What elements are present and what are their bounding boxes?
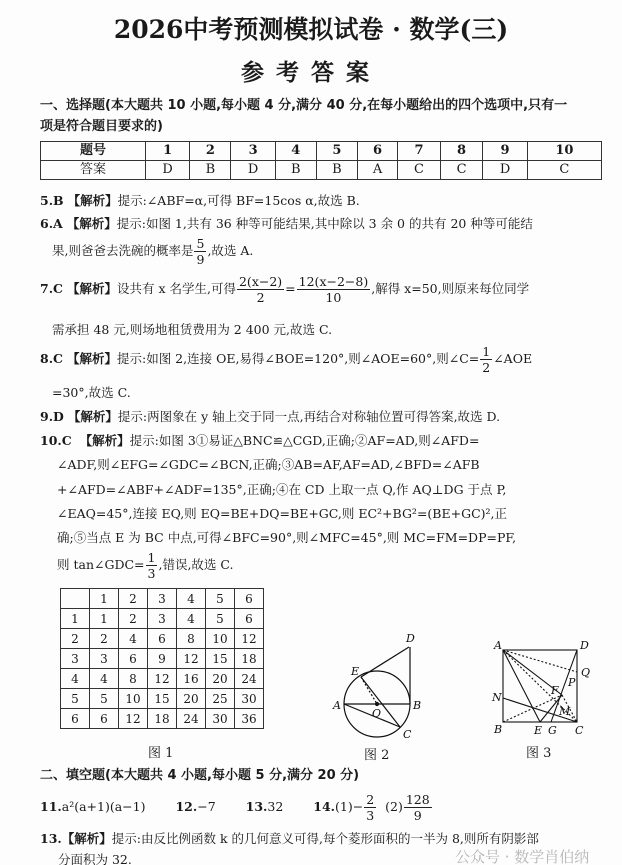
numerator: 2	[366, 792, 375, 807]
figure2-caption: 图 2	[364, 748, 390, 763]
table-cell: 9	[148, 649, 177, 669]
table-cell: 25	[206, 689, 235, 709]
q-text: ∠AOE	[493, 351, 533, 366]
label-b: B	[494, 723, 503, 736]
table-cell: 8	[119, 669, 148, 689]
q-text: 提示:由反比例函数 k 的几何意义可得,每个菱形面积的一半为 8,则所有阴影部	[111, 831, 539, 846]
table-cell: 4	[177, 589, 206, 609]
watermark: 公众号 · 数学肖伯纳	[455, 848, 590, 865]
denominator: 9	[196, 252, 205, 267]
q-num: 8.C	[40, 351, 63, 366]
q10-line4: ∠EAQ=45°,连接 EQ,则 EQ=BE+DQ=BE+GC,则 EC²+BG²=(BE+GC)²,正	[57, 506, 507, 521]
q-text: ,解得 x=50,则原来每位同学	[371, 281, 530, 296]
figure1-caption: 图 1	[148, 746, 174, 761]
label-m: M	[559, 705, 571, 718]
table-cell: 20	[177, 689, 206, 709]
answer-12: −7	[197, 799, 216, 814]
table-cell: 10	[206, 629, 235, 649]
answer-13: 32	[267, 799, 284, 814]
answer-cell: C	[398, 161, 441, 180]
question-number: 5	[316, 142, 357, 161]
figure2	[344, 647, 410, 737]
segment-oe	[361, 677, 377, 704]
table-cell: 2	[90, 629, 119, 649]
q-text: 提示:两图象在 y 轴上交于同一点,再结合对称轴位置可得答案,故选 D.	[117, 409, 501, 424]
table-cell: 6	[235, 589, 264, 609]
numerator: 1	[482, 344, 491, 359]
q10-line5: 确;⑤当点 E 为 BC 中点,可得∠BFC=90°,则∠MFC=45°,则 MC=FM=DP=PF,	[57, 530, 517, 545]
center-point	[376, 703, 379, 706]
denominator: 2	[256, 290, 265, 305]
question-number: 4	[275, 142, 316, 161]
table-cell: 10	[119, 689, 148, 709]
table-cell: 6	[119, 649, 148, 669]
table-cell: 12	[235, 629, 264, 649]
answer-cell: C	[440, 161, 483, 180]
table-cell: 4	[177, 609, 206, 629]
answer-cell: D	[145, 161, 189, 180]
denominator: 10	[325, 290, 342, 305]
table-cell: 2	[119, 609, 148, 629]
table-cell: 12	[177, 649, 206, 669]
table-cell: 1	[90, 609, 119, 629]
analysis-tag: 【解析】	[66, 351, 117, 366]
q-text: 提示:∠ABF=α,可得 BF=15cos α,故选 B.	[117, 193, 360, 208]
table-cell: 30	[235, 689, 264, 709]
table-cell: 12	[119, 709, 148, 729]
fraction	[404, 792, 432, 823]
label-a: A	[333, 699, 341, 712]
table-cell: 5	[206, 589, 235, 609]
q13-analysis	[40, 829, 539, 847]
question-number: 1	[145, 142, 189, 161]
figure3-caption: 图 3	[526, 746, 552, 761]
table-cell: 8	[177, 629, 206, 649]
equals: =	[285, 281, 296, 296]
table-cell: 3	[90, 649, 119, 669]
answer-cell: C	[527, 161, 601, 180]
section1-heading-cont: 项是符合题目要求的)	[40, 119, 163, 134]
table-cell: 15	[206, 649, 235, 669]
fraction	[364, 792, 376, 823]
q-text: ,错误,故选 C.	[158, 557, 234, 572]
label-b: B	[413, 699, 422, 712]
table-cell: 2	[119, 589, 148, 609]
row-label: 题号	[41, 142, 146, 161]
label-c: C	[403, 728, 412, 741]
numerator: 128	[405, 792, 430, 807]
table-cell: 4	[119, 629, 148, 649]
table-cell: 24	[177, 709, 206, 729]
denominator: 3	[147, 566, 156, 581]
table-cell: 3	[148, 609, 177, 629]
question-number: 9	[483, 142, 527, 161]
table-cell: 4	[90, 669, 119, 689]
section2-heading: 二、填空题(本大题共 4 小题,每小题 5 分,满分 20 分)	[40, 768, 360, 783]
table-cell: 36	[235, 709, 264, 729]
answer-11: a²(a+1)(a−1)	[61, 799, 146, 814]
q-text: 提示:如图 1,共有 36 种等可能结果,其中除以 3 余 0 的共有 20 种等可能结	[116, 216, 533, 231]
denominator: 2	[482, 360, 491, 375]
table-cell: 4	[61, 669, 90, 689]
table-cell: 5	[206, 609, 235, 629]
question-number: 8	[440, 142, 483, 161]
analysis-tag: 【解析】	[67, 409, 118, 424]
analysis-tag: 【解析】	[61, 831, 112, 846]
page-title: 2026中考预测模拟试卷 · 数学(三)	[113, 15, 509, 44]
q-num: 12.	[175, 799, 198, 814]
table-cell: 1	[61, 609, 90, 629]
question-number: 7	[398, 142, 441, 161]
label-p: P	[568, 676, 576, 689]
denominator: 3	[366, 808, 375, 823]
question-number: 6	[357, 142, 397, 161]
label-e: E	[534, 724, 543, 737]
analysis-tag: 【解析】	[66, 281, 117, 296]
q10-line3: +∠AFD=∠ABF+∠ADF=135°,正确;④在 CD 上取一点 Q,作 AQ⊥DG 于点 P,	[57, 482, 507, 497]
answer-cell: D	[231, 161, 275, 180]
answer-cell: B	[275, 161, 316, 180]
numerator: 12(x−2−8)	[298, 274, 369, 289]
table-cell: 30	[206, 709, 235, 729]
q-text: 提示:如图 3①易证△BNC≌△CGD,正确;②AF=AD,则∠AFD=	[129, 433, 480, 448]
q7-cont: 需承担 48 元,则场地租赁费用为 2 400 元,故选 C.	[52, 322, 333, 337]
q-num: 6.A	[40, 216, 63, 231]
table-cell: 5	[90, 689, 119, 709]
label-f: F	[551, 684, 559, 697]
q-num: 13.	[40, 831, 62, 846]
analysis-tag: 【解析】	[66, 216, 117, 231]
label-d: D	[580, 639, 589, 652]
table-cell: 3	[61, 649, 90, 669]
label-o: O	[372, 707, 382, 720]
q-text: 提示:如图 2,连接 OE,易得∠BOE=120°,则∠AOE=60°,则∠C=	[117, 351, 480, 366]
q-num: 9.D	[40, 409, 64, 424]
label-q: Q	[581, 666, 591, 679]
table-cell: 24	[235, 669, 264, 689]
question-number: 3	[231, 142, 275, 161]
answer-cell: D	[483, 161, 527, 180]
q-num: 10.C	[40, 433, 72, 448]
table-cell: 3	[148, 589, 177, 609]
table-cell: 16	[177, 669, 206, 689]
label-c: C	[575, 724, 584, 737]
answer-14-part2: (2)	[385, 799, 403, 814]
q-num: 7.C	[40, 281, 63, 296]
q-num: 14.	[313, 799, 336, 814]
q-num: 11.	[40, 799, 62, 814]
label-n: N	[492, 691, 502, 704]
q-num: 5.B	[40, 193, 64, 208]
denominator: 9	[413, 808, 422, 823]
table-cell: 6	[61, 709, 90, 729]
q-text: ,故选 A.	[207, 243, 254, 258]
segment-ae	[503, 650, 540, 722]
segment-bf	[503, 695, 562, 722]
q10-line2: ∠ADF,则∠EFG=∠GDC=∠BCN,正确;③AB=AF,AF=AD,∠BFD=∠AFB	[57, 457, 480, 472]
analysis-tag: 【解析】	[79, 433, 130, 448]
table-cell: 2	[61, 629, 90, 649]
analysis-tag: 【解析】	[67, 193, 118, 208]
table-cell: 20	[206, 669, 235, 689]
answer-cell: A	[357, 161, 397, 180]
table-cell: 6	[235, 609, 264, 629]
q-num: 13.	[245, 799, 268, 814]
row-label: 答案	[41, 161, 146, 180]
numerator: 5	[196, 236, 205, 251]
label-a: A	[494, 639, 502, 652]
table-cell: 1	[90, 589, 119, 609]
table-cell: 6	[90, 709, 119, 729]
table-cell: 12	[148, 669, 177, 689]
answer-14-part1: (1)−	[335, 799, 364, 814]
section1-heading: 一、选择题(本大题共 10 小题,每小题 4 分,满分 40 分,在每小题给出的四个选项中,只有一	[40, 98, 568, 113]
q-text: 则 tan∠GDC=	[57, 557, 145, 572]
q8-cont: =30°,故选 C.	[52, 385, 131, 400]
numerator: 1	[147, 550, 156, 565]
answer-cell: B	[316, 161, 357, 180]
q-text: 设共有 x 名学生,可得	[117, 281, 236, 296]
page-subtitle: 参考答案	[241, 60, 381, 86]
q-text: 果,则爸爸去洗碗的概率是	[52, 243, 194, 258]
table-cell: 18	[235, 649, 264, 669]
label-e: E	[351, 665, 360, 678]
table-cell: 6	[148, 629, 177, 649]
table-cell: 18	[148, 709, 177, 729]
segment-aq	[503, 650, 577, 672]
table-cell: 15	[148, 689, 177, 709]
answer-cell: B	[190, 161, 231, 180]
label-g: G	[548, 724, 557, 737]
fill-in-answers	[40, 792, 433, 823]
label-d: D	[406, 632, 415, 645]
numerator: 2(x−2)	[238, 274, 283, 289]
table-cell: 5	[61, 689, 90, 709]
question-number: 2	[190, 142, 231, 161]
q13-cont: 分面积为 32.	[58, 852, 132, 865]
question-number: 10	[527, 142, 601, 161]
